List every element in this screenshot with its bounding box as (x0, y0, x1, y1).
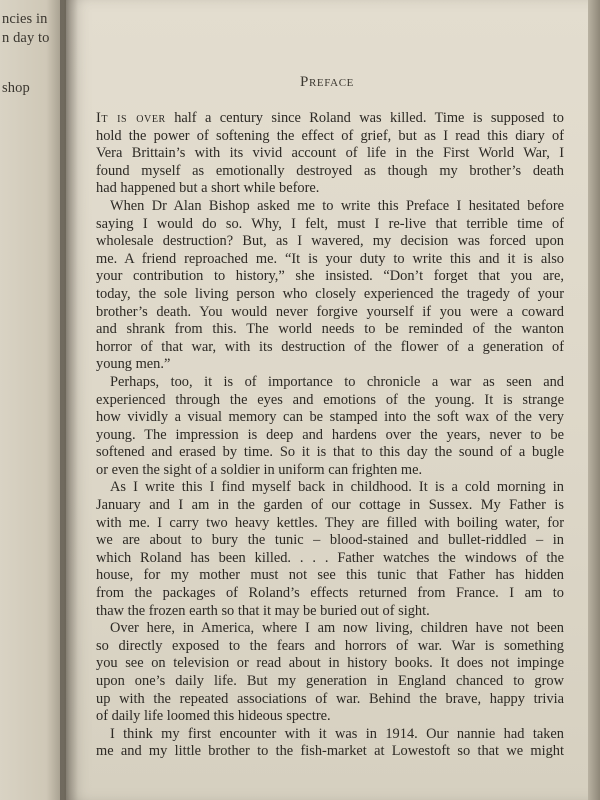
left-page-fragment: ncies in (2, 11, 48, 27)
left-page-fragment: n day to (2, 30, 50, 46)
text-line: Perhaps, too, it is of importance to chronicle a war as seen and (110, 373, 564, 390)
text-line: house, for my mother must not see this tunic that Father has hidden (96, 567, 564, 584)
text-line: of daily life loomed this hideous spectre. (96, 708, 331, 725)
text-line: hold the power of softening the effect of grief, but as I read this diary of (96, 127, 564, 144)
text-line: how vividly a visual memory can be stamped into the soft wax of the very (96, 409, 564, 426)
text-line: young men.” (96, 356, 171, 373)
text-line: up with the repeated associations of war. Behind the brave, happy trivia (96, 690, 564, 707)
text-line: had happened but a short while before. (96, 180, 320, 197)
text-line: January and I am in the garden of our cottage in Sussex. My Father is (96, 497, 564, 514)
text-line: so directly exposed to the fears and horrors of war. War is something (96, 637, 564, 654)
text-line: horror of that war, with its destruction of the flower of a generation of (96, 338, 564, 355)
text-line (96, 110, 564, 128)
text-line: and shrank from this. The world needs to be reminded of the wanton (96, 321, 564, 338)
text-span: half a century since Roland was killed. Time is supposed to (165, 110, 564, 126)
page-title: Preface (300, 74, 354, 90)
right-page (66, 0, 588, 800)
text-line: or even the sight of a soldier in uniform can frighten me. (96, 461, 423, 478)
left-page-fragment: shop (2, 80, 30, 96)
text-line: from the packages of Roland’s effects returned from France. I am to (96, 585, 564, 602)
text-line: wholesale destruction? But, as I wavered, my decision was forced upon (96, 233, 564, 250)
text-line: brother’s death. You would never forgive yourself if you were a coward (96, 303, 564, 320)
book-gutter-shadow (60, 0, 78, 800)
text-line: thaw the frozen earth so that it may be buried out of sight. (96, 602, 430, 619)
text-line: softened and erased by time. So it is that to this day the sound of a bugle (96, 444, 564, 461)
text-line: which Roland has been killed. . . . Father watches the windows of the (96, 549, 564, 566)
page-edge (588, 0, 600, 800)
text-line: your contribution to history,” she insisted. “Don’t forget that you are, (96, 268, 564, 285)
text-line: today, the sole living person who closely experienced the tragedy of your (96, 285, 564, 302)
text-line: Vera Brittain’s with its vivid account of life in the First World War, I (96, 145, 564, 162)
text-line: you see on television or read about in history books. It does not impinge (96, 655, 564, 672)
text-line: with me. I carry two heavy kettles. They are filled with boiling water, for (96, 514, 564, 531)
lead-in: It is over (96, 110, 166, 126)
text-line: me. A friend reproached me. “It is your duty to write this and it is also (96, 250, 564, 267)
text-line: As I write this I find myself back in childhood. It is a cold morning in (110, 479, 564, 496)
left-page (0, 0, 66, 800)
text-line: Over here, in America, where I am now living, children have not been (110, 620, 564, 637)
text-line: upon one’s daily life. But my generation in England chanced to grow (96, 673, 564, 689)
text-line: found myself as emotionally destroyed as though my brother’s death (96, 162, 564, 179)
text-line: saying I would do so. Why, I felt, must I re-live that terrible time of (96, 215, 564, 232)
body-text (96, 110, 564, 761)
text-line: we are about to bury the tunic – blood-stained and bullet-riddled – in (96, 532, 564, 549)
text-line: experienced through the eyes and emotions of the young. It is strange (96, 391, 564, 408)
text-line: me and my little brother to the fish-market at Lowestoft so that we might (96, 743, 564, 760)
text-line: I think my first encounter with it was in 1914. Our nannie had taken (110, 725, 564, 742)
text-line: young. The impression is deep and hardens over the years, never to be (96, 426, 564, 443)
text-line: When Dr Alan Bishop asked me to write this Preface I hesitated before (110, 197, 564, 214)
